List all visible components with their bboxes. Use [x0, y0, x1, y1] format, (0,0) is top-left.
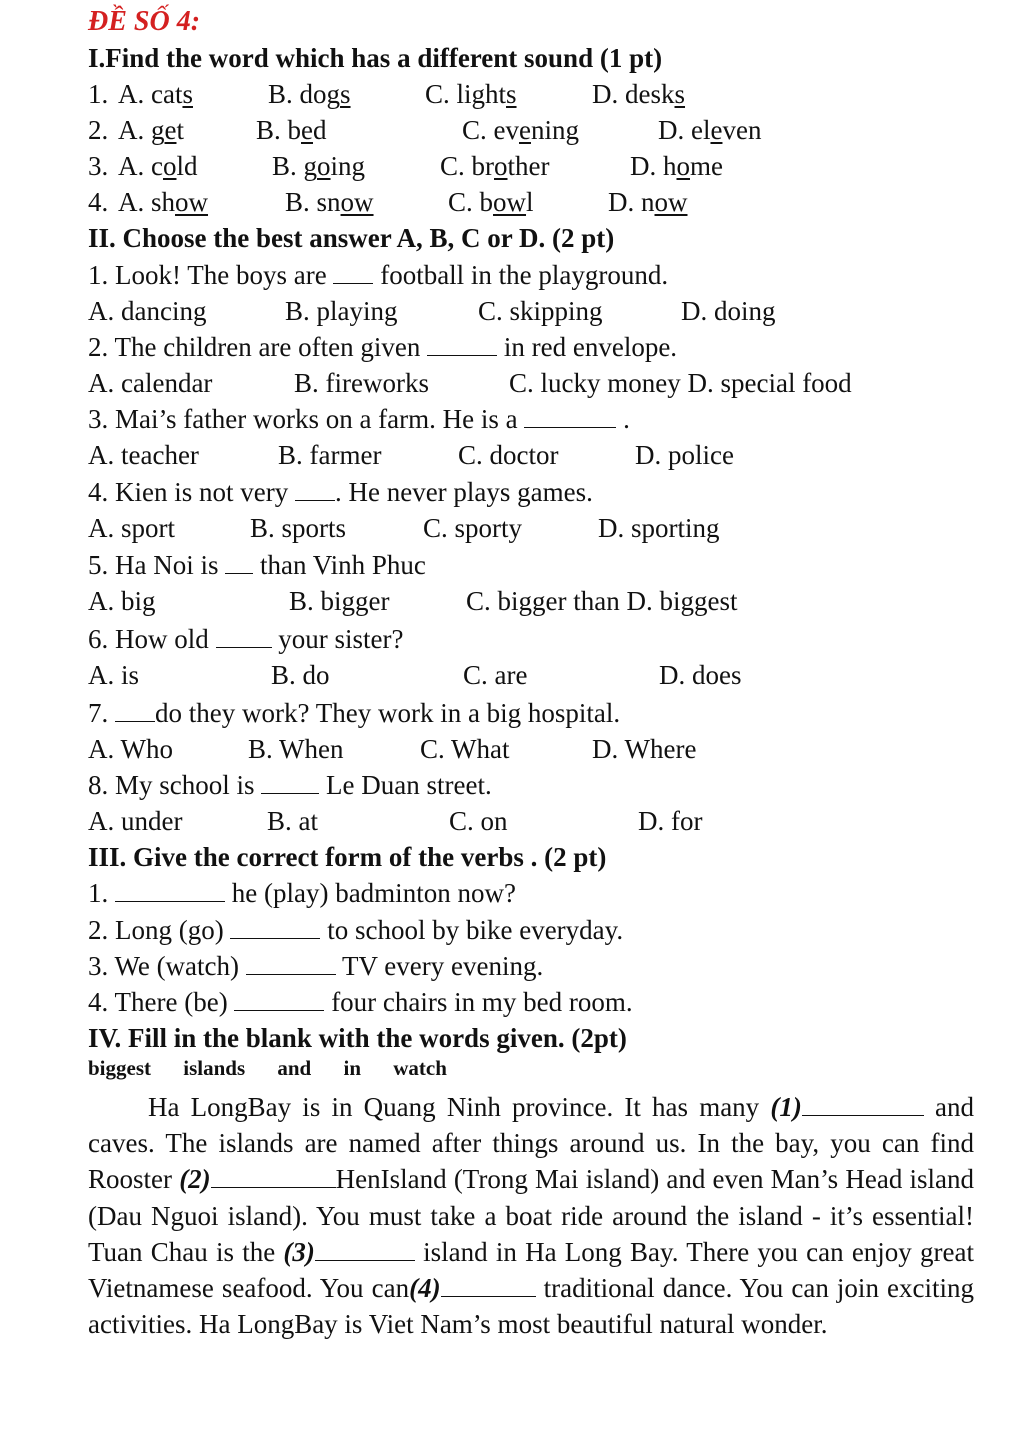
option-text: C. br [440, 151, 494, 181]
question-stem: 1. Look! The boys are [88, 260, 334, 290]
option-text: ld [176, 151, 198, 181]
underlined-letters: ow [175, 187, 209, 217]
option-text: A. c [118, 151, 163, 181]
question-stem: Le Duan street. [319, 770, 492, 800]
word-bank-item: in [343, 1056, 361, 1080]
option-text: B. dog [268, 79, 341, 109]
answer-blank[interactable] [315, 1238, 415, 1261]
answer-blank[interactable] [115, 699, 155, 722]
answer-option[interactable]: B. at [267, 806, 318, 836]
sound-option[interactable] [272, 150, 365, 182]
answer-option[interactable]: D. doing [681, 296, 776, 326]
answer-blank[interactable] [115, 879, 225, 902]
option-text: me [690, 151, 723, 181]
sound-option[interactable] [118, 78, 193, 110]
underlined-letters: e [164, 115, 177, 145]
question-stem: to school by bike everyday. [320, 915, 624, 945]
option-text: ther [507, 151, 550, 181]
option-text: D. desk [592, 79, 675, 109]
question-text [88, 623, 403, 655]
section-1-heading: I.Find the word which has a different sound (1 pt) [88, 43, 663, 73]
blank-number: (1) [770, 1092, 802, 1122]
option-text: A. cat [118, 79, 183, 109]
answer-blank[interactable] [230, 916, 320, 939]
answer-option[interactable]: B. playing [285, 296, 398, 326]
passage-text: HenIsland (Trong Mai island) and even Man’s Head island (Dau Nguoi island). You must take a boat ride around the island - it’s essential! Tuan Chau is the [88, 1164, 974, 1267]
question-stem: 7. [88, 698, 115, 728]
answer-option[interactable]: A. dancing [88, 296, 207, 326]
question-stem: 2. Long (go) [88, 915, 231, 945]
answer-blank[interactable] [211, 1165, 336, 1188]
sound-option[interactable] [440, 150, 549, 182]
sound-option[interactable] [630, 150, 723, 182]
answer-option[interactable]: C. bigger than D. biggest [466, 586, 738, 616]
sound-option[interactable] [658, 114, 761, 146]
sound-option[interactable] [425, 78, 517, 110]
passage-text: and caves. The islands are named after things around us. In the bay, you can find Rooster [88, 1092, 974, 1195]
question-stem: 8. My school is [88, 770, 262, 800]
underlined-letters: s [674, 79, 686, 109]
question-stem: than Vinh Phuc [253, 550, 426, 580]
answer-option[interactable]: C. doctor [458, 440, 559, 470]
blank-number: (4) [409, 1273, 441, 1304]
option-text: C. ev [462, 115, 519, 145]
word-bank-item: watch [393, 1056, 447, 1080]
question-stem: football in the playground. [373, 260, 669, 290]
answer-blank[interactable] [234, 988, 324, 1011]
question-stem: 4. There (be) [88, 987, 235, 1017]
question-number: 4. [88, 187, 109, 217]
question-text [88, 697, 620, 729]
answer-blank[interactable] [802, 1093, 924, 1116]
question-stem: 3. We (watch) [88, 951, 246, 981]
section-3-heading: III. Give the correct form of the verbs . (2 pt) [88, 842, 607, 872]
option-text: ing [330, 151, 366, 181]
question-stem: 1. [88, 878, 115, 908]
option-text: d [313, 115, 327, 145]
sound-option[interactable] [118, 186, 208, 218]
question-stem: . He never plays games. [334, 477, 593, 507]
answer-blank[interactable] [261, 771, 319, 794]
answer-option[interactable]: A. teacher [88, 440, 199, 470]
sound-option[interactable] [462, 114, 579, 146]
question-stem: your sister? [271, 624, 404, 654]
answer-option[interactable]: A. sport [88, 513, 175, 543]
answer-option[interactable]: A. is [88, 660, 140, 690]
underlined-letters: e [301, 115, 313, 145]
sound-option[interactable] [608, 186, 688, 218]
underlined-letters: s [182, 79, 193, 109]
word-bank-item: and [277, 1056, 312, 1080]
answer-blank[interactable] [427, 333, 497, 356]
sound-option[interactable] [256, 114, 327, 146]
question-text [88, 476, 593, 508]
question-stem: . [616, 404, 630, 434]
answer-option[interactable]: C. skipping [478, 296, 603, 326]
answer-option[interactable]: C. on [449, 806, 508, 836]
answer-option[interactable]: B. sports [250, 513, 347, 543]
option-text: B. sn [285, 187, 341, 217]
sound-option[interactable] [285, 186, 374, 218]
answer-option[interactable]: D. sporting [598, 513, 720, 543]
option-text: ning [530, 115, 579, 145]
answer-option[interactable]: C. What [420, 734, 510, 764]
underlined-letters: o [494, 151, 508, 181]
answer-option[interactable]: A. calendar [88, 368, 213, 398]
blank-number: (3) [283, 1236, 315, 1267]
option-text: ven [722, 115, 762, 145]
answer-option[interactable]: B. fireworks [294, 368, 429, 398]
answer-option[interactable]: B. bigger [289, 586, 390, 616]
question-text [88, 331, 677, 363]
answer-blank[interactable] [225, 551, 253, 574]
blank-number: (2) [179, 1164, 211, 1195]
answer-option[interactable]: B. farmer [278, 440, 382, 470]
answer-option[interactable]: D. police [635, 440, 734, 470]
question-text [88, 549, 426, 581]
underlined-letters: ow [493, 187, 527, 217]
question-stem: 4. Kien is not very [88, 477, 295, 507]
answer-blank[interactable] [441, 1274, 536, 1297]
verb-question [88, 950, 543, 982]
sound-option[interactable] [592, 78, 685, 110]
word-bank [88, 1056, 474, 1081]
question-stem: 2. The children are often given [88, 332, 428, 362]
option-text: D. h [630, 151, 677, 181]
question-text [88, 769, 492, 801]
option-text: D. el [658, 115, 711, 145]
question-number: 3. [88, 151, 109, 181]
answer-option[interactable]: C. sporty [423, 513, 523, 543]
option-text: A. sh [118, 187, 176, 217]
underlined-letters: s [506, 79, 517, 109]
answer-option[interactable]: B. When [248, 734, 344, 764]
underlined-letters: e [519, 115, 531, 145]
underlined-letters: ow [340, 187, 374, 217]
answer-blank[interactable] [333, 261, 373, 284]
question-text [88, 403, 630, 435]
option-text: B. b [256, 115, 302, 145]
answer-option[interactable]: C. are [463, 660, 528, 690]
verb-question [88, 877, 516, 909]
sound-option[interactable] [448, 186, 534, 218]
option-text: l [526, 187, 534, 217]
answer-option[interactable]: D. for [638, 806, 703, 836]
answer-option[interactable]: D. Where [592, 734, 697, 764]
answer-blank[interactable] [246, 952, 336, 975]
option-text: C. light [425, 79, 507, 109]
underlined-letters: s [340, 79, 351, 109]
sound-option[interactable] [268, 78, 351, 110]
section-2-heading: II. Choose the best answer A, B, C or D. (2 pt) [88, 223, 615, 253]
option-text: t [176, 115, 184, 145]
answer-blank[interactable] [216, 625, 272, 648]
question-stem: TV every evening. [335, 951, 544, 981]
answer-option[interactable]: B. do [271, 660, 330, 690]
option-text: D. n [608, 187, 655, 217]
answer-option[interactable]: C. lucky money D. special food [509, 368, 852, 398]
underlined-letters: o [676, 151, 690, 181]
passage-text: traditional dance. You can join exciting activities. Ha LongBay is Viet Nam’s most beautiful natural wonder. [88, 1273, 974, 1340]
answer-option[interactable]: A. Who [88, 734, 173, 764]
question-stem: he (play) badminton now? [225, 878, 516, 908]
question-stem: 5. Ha Noi is [88, 550, 226, 580]
question-stem: four chairs in my bed room. [324, 987, 633, 1017]
answer-option[interactable]: D. does [659, 660, 742, 690]
underlined-letters: o [317, 151, 331, 181]
verb-question [88, 986, 633, 1018]
underlined-letters: o [162, 151, 177, 181]
option-text: A. g [118, 115, 165, 145]
question-stem: do they work? They work in a big hospital. [155, 698, 621, 728]
passage-text: Ha LongBay is in Quang Ninh province. It has many [148, 1092, 771, 1122]
question-stem: 6. How old [88, 624, 216, 654]
verb-question [88, 914, 623, 946]
section-4-heading: IV. Fill in the blank with the words given. (2pt) [88, 1023, 627, 1053]
sound-option[interactable] [118, 114, 184, 146]
question-stem: in red envelope. [497, 332, 678, 362]
answer-blank[interactable] [295, 478, 335, 501]
question-stem: 3. Mai’s father works on a farm. He is a [88, 404, 525, 434]
page-title: ĐỀ SỐ 4: [88, 6, 201, 37]
underlined-letters: e [710, 115, 723, 145]
question-number: 1. [88, 79, 109, 109]
passage-text: island in Ha Long Bay. There you can enjoy great Vietnamese seafood. You can [88, 1236, 974, 1304]
option-text: B. g [272, 151, 318, 181]
sound-option[interactable] [118, 150, 198, 182]
word-bank-item: islands [183, 1056, 246, 1080]
question-number: 2. [88, 115, 109, 145]
underlined-letters: ow [654, 187, 688, 217]
question-text [88, 259, 668, 291]
answer-option[interactable]: A. big [88, 586, 156, 616]
answer-option[interactable]: A. under [88, 806, 183, 836]
option-text: C. b [448, 187, 494, 217]
reading-passage [88, 1089, 974, 1342]
answer-blank[interactable] [524, 405, 616, 428]
word-bank-item: biggest [88, 1056, 151, 1080]
